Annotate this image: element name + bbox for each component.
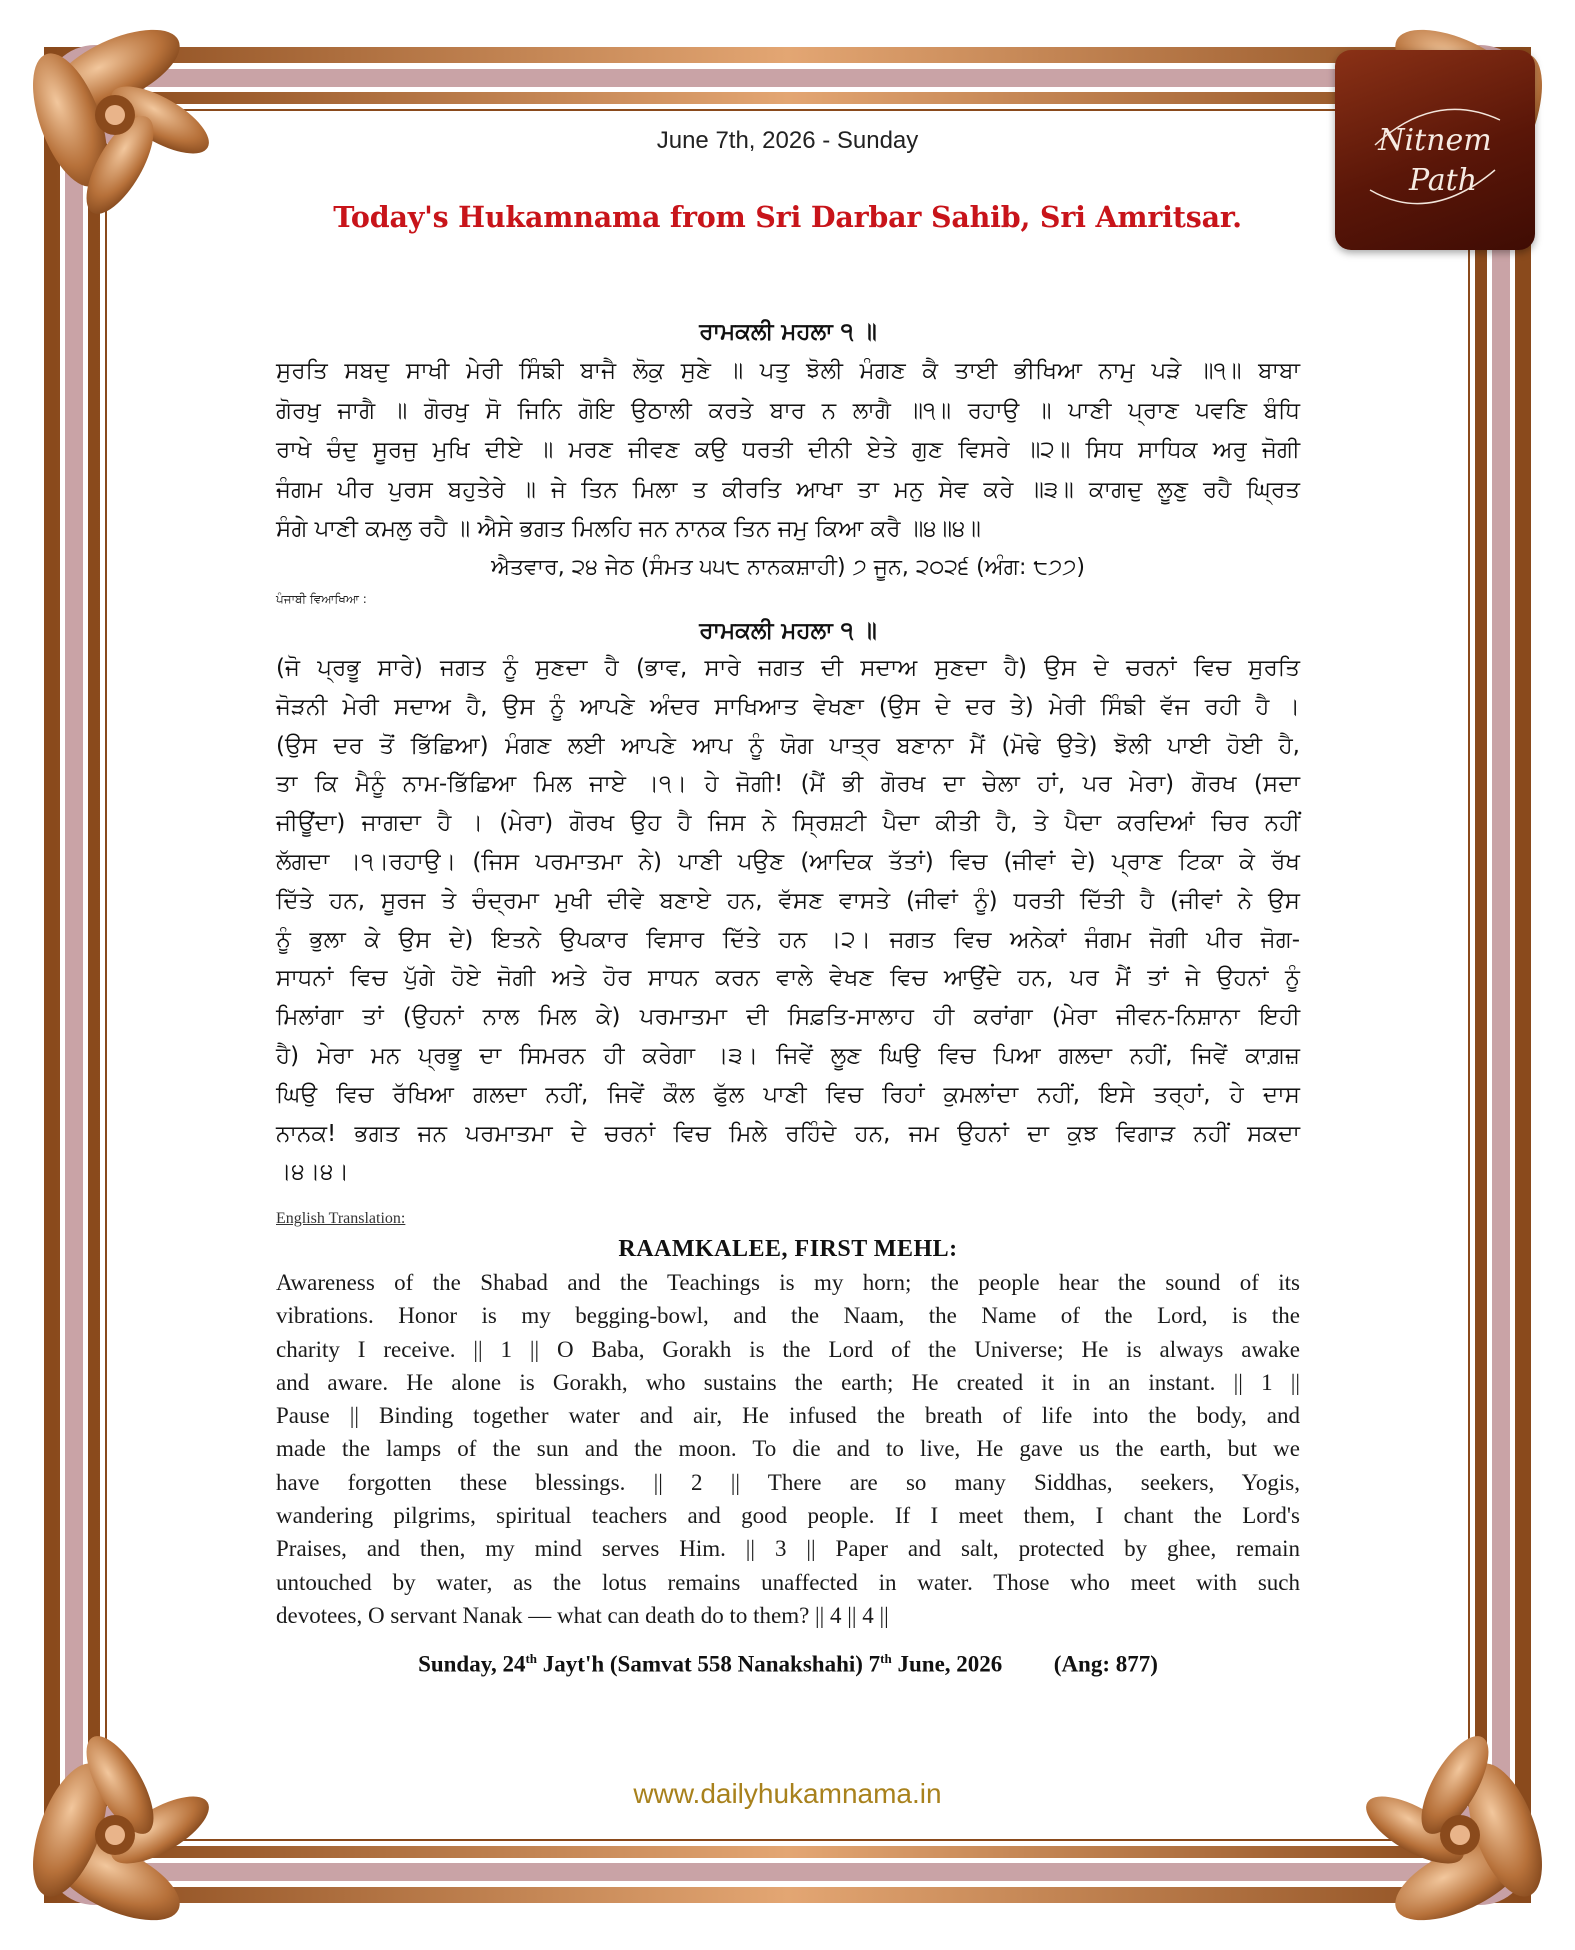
english-line: and aware. He alone is Gorakh, who sustains the earth; He created it in an instant. || 1 || xyxy=(276,1369,1300,1395)
english-line: Awareness of the Shabad and the Teachings is my horn; the people hear the sound of its xyxy=(276,1270,1300,1295)
english-line: vibrations. Honor is my begging-bowl, and the Naam, the Name of the Lord, is the xyxy=(276,1303,1300,1329)
english-line: devotees, O servant Nanak — what can death do to them? || 4 || 4 || xyxy=(276,1602,889,1628)
punjabi-line: ।੪।੪। xyxy=(276,1159,350,1186)
footer-month-year: June, 2026 xyxy=(891,1651,1003,1677)
english-heading: RAAMKALEE, FIRST MEHL: xyxy=(618,1236,958,1262)
english-line: Pause || Binding together water and air, He infused the breath of life into the body, and xyxy=(276,1403,1300,1429)
punjabi-explanation-section xyxy=(276,592,1300,1192)
english-text xyxy=(276,1266,1300,1632)
punjabi-line: ਲੱਗਦਾ ।੧।ਰਹਾਉ। (ਜਿਸ ਪਰਮਾਤਮਾ ਨੇ) ਪਾਣੀ ਪਉਣ (ਆਦਿਕ ਤੱਤਾਂ) ਵਿਚ (ਜੀਵਾਂ ਦੇ) ਪ੍ਰਾਣ ਟਿਕਾ ਕੇ ਰੱਖ xyxy=(276,848,1300,875)
punjabi-line: (ਉਸ ਦਰ ਤੋਂ ਭਿੱਛਿਆ) ਮੰਗਣ ਲਈ ਆਪਣੇ ਆਪ ਨੂੰ ਯੋਗ ਪਾਤ੍ਰ ਬਣਾਨਾ ਮੈਂ (ਮੋਢੇ ਉਤੇ) ਝੋਲੀ ਪਾਈ ਹੋਈ ਹੈ, xyxy=(276,732,1300,759)
english-line: Praises, and then, my mind serves Him. || 3 || Paper and salt, protected by ghee, remain xyxy=(276,1536,1300,1562)
footer-month-suffix: th xyxy=(880,1651,892,1666)
punjabi-line: ਮਿਲਾਂਗਾ ਤਾਂ (ਉਹਨਾਂ ਨਾਲ ਮਿਲ ਕੇ) ਪਰਮਾਤਮਾ ਦੀ ਸਿਫ਼ਤਿ-ਸਾਲਾਹ ਹੀ ਕਰਾਂਗਾ (ਮੇਰਾ ਜੀਵਨ-ਨਿਸ਼ਾਨਾ ਇਹੀ xyxy=(276,1004,1300,1031)
punjabi-line: ਨੂੰ ਭੁਲਾ ਕੇ ਉਸ ਦੇ) ਇਤਨੇ ਉਪਕਾਰ ਵਿਸਾਰ ਦਿੱਤੇ ਹਨ ।੨। ਜਗਤ ਵਿਚ ਅਨੇਕਾਂ ਜੰਗਮ ਜੋਗੀ ਪੀਰ ਜੋਗ- xyxy=(276,926,1300,953)
english-label: English Translation: xyxy=(276,1210,406,1227)
english-line: have forgotten these blessings. || 2 || There are so many Siddhas, seekers, Yogis, xyxy=(276,1469,1300,1495)
punjabi-line: ਹੈ) ਮੇਰਾ ਮਨ ਪ੍ਰਭੂ ਦਾ ਸਿਮਰਨ ਹੀ ਕਰੇਗਾ ।੩। ਜਿਵੇਂ ਲੂਣ ਘਿਉ ਵਿਚ ਪਿਆ ਗਲਦਾ ਨਹੀਂ, ਜਿਵੇਂ ਕਾਗ਼ਜ਼ xyxy=(276,1042,1300,1069)
english-line: untouched by water, as the lotus remains unaffected in water. Those who meet with such xyxy=(276,1569,1300,1595)
logo-text-line1: Nitnem xyxy=(1378,123,1492,158)
hukamnama-date-line: ਐਤਵਾਰ, ੨੪ ਜੇਠ (ਸੰਮਤ ੫੫੮ ਨਾਨਕਸ਼ਾਹੀ) ੭ ਜੂਨ, ੨੦੨੬ (ਅੰਗ: ੮੭੭) xyxy=(491,554,1085,580)
punjabi-heading: ਰਾਮਕਲੀ ਮਹਲਾ ੧ ॥ xyxy=(699,618,877,644)
english-line: made the lamps of the sun and the moon. To die and to live, He gave us the earth, but we xyxy=(276,1436,1300,1462)
website-link[interactable]: www.dailyhukamnama.in xyxy=(633,1778,942,1809)
footer-samvat: Jayt'h (Samvat 558 Nanakshahi) 7 xyxy=(537,1651,881,1677)
footer-ang: (Ang: 877) xyxy=(1053,1651,1158,1677)
footer-day-suffix: th xyxy=(525,1651,538,1666)
punjabi-line: ਜੀਊਂਦਾ) ਜਾਗਦਾ ਹੈ । (ਮੇਰਾ) ਗੋਰਖ ਉਹ ਹੈ ਜਿਸ ਨੇ ਸ੍ਰਿਸ਼ਟੀ ਪੈਦਾ ਕੀਤੀ ਹੈ, ਤੇ ਪੈਦਾ ਕਰਦਿਆਂ ਚਿਰ ਨਹੀਂ xyxy=(276,810,1300,837)
punjabi-line: ਜੋੜਨੀ ਮੇਰੀ ਸਦਾਅ ਹੈ, ਉਸ ਨੂੰ ਆਪਣੇ ਅੰਦਰ ਸਾਖਿਆਤ ਵੇਖਣਾ (ਉਸ ਦੇ ਦਰ ਤੇ) ਮੇਰੀ ਸਿੰਙੀ ਵੱਜ ਰਹੀ ਹੈ । xyxy=(276,693,1300,720)
hukamnama-section xyxy=(276,312,1300,586)
english-translation-section xyxy=(276,1210,1300,1632)
hukamnama-line: ਗੋਰਖੁ ਜਾਗੈ ॥ ਗੋਰਖੁ ਸੋ ਜਿਨਿ ਗੋਇ ਉਠਾਲੀ ਕਰਤੇ ਬਾਰ ਨ ਲਾਗੈ ॥੧॥ ਰਹਾਉ ॥ ਪਾਣੀ ਪ੍ਰਾਣ ਪਵਣਿ ਬੰਧਿ xyxy=(276,397,1300,424)
punjabi-line: ਘਿਉ ਵਿਚ ਰੱਖਿਆ ਗਲਦਾ ਨਹੀਂ, ਜਿਵੇਂ ਕੌਲ ਫੁੱਲ ਪਾਣੀ ਵਿਚ ਰਿਹਾਂ ਕੁਮਲਾਂਦਾ ਨਹੀਂ, ਇਸੇ ਤਰ੍ਹਾਂ, ਹੇ ਦਾਸ xyxy=(276,1081,1300,1108)
punjabi-text xyxy=(276,649,1300,1192)
punjabi-line: (ਜੋ ਪ੍ਰਭੂ ਸਾਰੇ) ਜਗਤ ਨੂੰ ਸੁਣਦਾ ਹੈ (ਭਾਵ, ਸਾਰੇ ਜਗਤ ਦੀ ਸਦਾਅ ਸੁਣਦਾ ਹੈ) ਉਸ ਦੇ ਚਰਨਾਂ ਵਿਚ ਸੁਰਤਿ xyxy=(276,655,1300,681)
english-line: charity I receive. || 1 || O Baba, Gorakh is the Lord of the Universe; He is always awake xyxy=(276,1336,1300,1362)
punjabi-label: ਪੰਜਾਬੀ ਵਿਆਖਿਆ : xyxy=(276,592,367,606)
hukamnama-line: ਜੰਗਮ ਪੀਰ ਪੁਰਸ ਬਹੁਤੇਰੇ ॥ ਜੇ ਤਿਨ ਮਿਲਾ ਤ ਕੀਰਤਿ ਆਖਾ ਤਾ ਮਨੁ ਸੇਵ ਕਰੇ ॥੩॥ ਕਾਗਦੁ ਲੂਣੁ ਰਹੈ ਘ੍ਰਿਤ xyxy=(276,476,1300,503)
page-title: Today's Hukamnama from Sri Darbar Sahib, Sri Amritsar. xyxy=(333,200,1242,234)
punjabi-line: ਦਿੱਤੇ ਹਨ, ਸੂਰਜ ਤੇ ਚੰਦ੍ਰਮਾ ਮੁਖੀ ਦੀਵੇ ਬਣਾਏ ਹਨ, ਵੱਸਣ ਵਾਸਤੇ (ਜੀਵਾਂ ਨੂੰ) ਧਰਤੀ ਦਿੱਤੀ ਹੈ (ਜੀਵਾਂ ਨੇ ਉਸ xyxy=(276,887,1300,914)
hukamnama-line: ਸੁਰਤਿ ਸਬਦੁ ਸਾਖੀ ਮੇਰੀ ਸਿੰਙੀ ਬਾਜੈ ਲੋਕੁ ਸੁਣੇ ॥ ਪਤੁ ਝੋਲੀ ਮੰਗਣ ਕੈ ਤਾਈ ਭੀਖਿਆ ਨਾਮੁ ਪੜੇ ॥੧॥ ਬਾਬਾ xyxy=(276,358,1300,384)
logo-text-line2: Path xyxy=(1408,163,1478,198)
english-line: wandering pilgrims, spiritual teachers and good people. If I meet them, I chant the Lord's xyxy=(276,1503,1300,1529)
hukamnama-heading: ਰਾਮਕਲੀ ਮਹਲਾ ੧ ॥ xyxy=(699,319,877,345)
footer-day: Sunday, 24 xyxy=(418,1651,526,1677)
hukamnama-line: ਸੰਗੇ ਪਾਣੀ ਕਮਲੁ ਰਹੈ ॥ ਐਸੇ ਭਗਤ ਮਿਲਹਿ ਜਨ ਨਾਨਕ ਤਿਨ ਜਮੁ ਕਿਆ ਕਰੈ ॥੪॥੪॥ xyxy=(276,516,981,542)
hukamnama-line: ਰਾਖੇ ਚੰਦੁ ਸੂਰਜੁ ਮੁਖਿ ਦੀਏ ॥ ਮਰਣ ਜੀਵਣ ਕਉ ਧਰਤੀ ਦੀਨੀ ਏਤੇ ਗੁਣ ਵਿਸਰੇ ॥੨॥ ਸਿਧ ਸਾਧਿਕ ਅਰੁ ਜੋਗੀ xyxy=(276,437,1300,463)
header-date: June 7th, 2026 - Sunday xyxy=(656,127,919,154)
footer-date-line xyxy=(276,1651,1300,1678)
hukamnama-text xyxy=(276,352,1300,550)
punjabi-line: ਨਾਨਕ! ਭਗਤ ਜਨ ਪਰਮਾਤਮਾ ਦੇ ਚਰਨਾਂ ਵਿਚ ਮਿਲੇ ਰਹਿੰਦੇ ਹਨ, ਜਮ ਉਹਨਾਂ ਦਾ ਕੁਝ ਵਿਗਾੜ ਨਹੀਂ ਸਕਦਾ xyxy=(276,1120,1300,1147)
punjabi-line: ਸਾਧਨਾਂ ਵਿਚ ਪੁੱਗੇ ਹੋਏ ਜੋਗੀ ਅਤੇ ਹੋਰ ਸਾਧਨ ਕਰਨ ਵਾਲੇ ਵੇਖਣ ਵਿਚ ਆਉਂਦੇ ਹਨ, ਪਰ ਮੈਂ ਤਾਂ ਜੇ ਉਹਨਾਂ ਨੂੰ xyxy=(276,965,1300,992)
punjabi-line: ਤਾ ਕਿ ਮੈਨੂੰ ਨਾਮ-ਭਿੱਛਿਆ ਮਿਲ ਜਾਏ ।੧। ਹੇ ਜੋਗੀ! (ਮੈਂ ਭੀ ਗੋਰਖ ਦਾ ਚੇਲਾ ਹਾਂ, ਪਰ ਮੇਰਾ) ਗੋਰਖ (ਸਦਾ xyxy=(276,771,1300,798)
